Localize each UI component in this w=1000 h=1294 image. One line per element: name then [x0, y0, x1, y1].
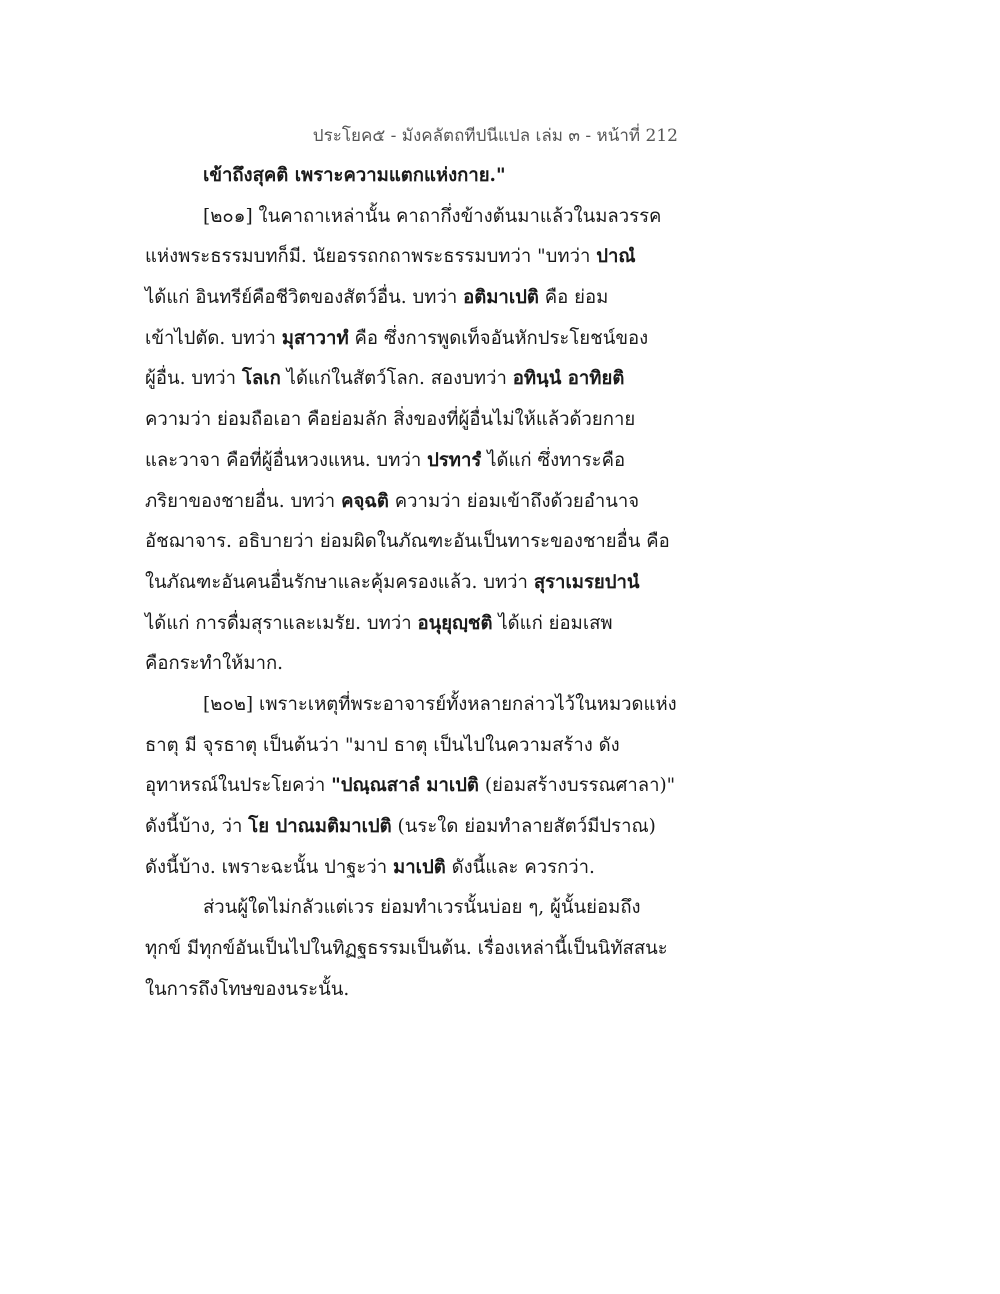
text-line	[145, 970, 705, 1011]
text-line	[145, 685, 705, 726]
text-line	[145, 278, 705, 319]
text-line	[145, 848, 705, 889]
text-line	[145, 929, 705, 970]
bold-term: โย ปาณมติมาเปติ	[248, 816, 392, 837]
text-segment: [๒๐๑] ในคาถาเหล่านั้น คาถากึ่งข้างต้นมาแล้วในมลวรรค	[203, 205, 662, 227]
text-line	[145, 359, 705, 400]
text-line	[145, 441, 705, 482]
bold-term: "ปณฺณสาลํ มาเปติ	[331, 775, 479, 797]
bold-term: ปาณํ	[596, 246, 636, 268]
text-segment: คือ ย่อม	[538, 287, 609, 309]
text-line	[145, 400, 705, 441]
text-segment: ผู้อื่น. บทว่า	[145, 368, 242, 390]
text-segment: ได้แก่ในสัตว์โลก. สองบทว่า	[280, 368, 513, 390]
text-segment: ได้แก่ ซึ่งทาระคือ	[481, 449, 626, 471]
bold-term: อนุยุญฺชติ	[417, 612, 493, 634]
text-line	[145, 888, 705, 929]
text-segment: ดังนี้บ้าง. เพราะฉะนั้น ปาฐะว่า	[145, 856, 394, 878]
text-segment: ภริยาของชายอื่น. บทว่า	[145, 490, 342, 512]
bold-term: มาเปติ	[393, 856, 446, 878]
text-segment: ในการถึงโทษของนระนั้น.	[145, 978, 350, 1000]
text-line	[145, 604, 705, 645]
text-segment: ธาตุ มี จุรธาตุ เป็นต้นว่า "มาป ธาตุ เป็นไปในความสร้าง ดัง	[145, 734, 620, 756]
bold-term: โลเก	[241, 368, 281, 390]
text-line	[145, 726, 705, 767]
text-segment: ได้แก่ การดื่มสุราและเมรัย. บทว่า	[145, 612, 418, 634]
text-line	[145, 522, 705, 563]
bold-term: อทินฺนํ อาทิยติ	[512, 368, 625, 390]
text-line	[145, 807, 705, 848]
bold-term: มุสาวาทํ	[281, 327, 349, 349]
text-segment: ในภัณฑะอันคนอื่นรักษาและคุ้มครองแล้ว. บทว่า	[145, 571, 534, 593]
text-line	[145, 644, 705, 685]
text-segment: ดังนี้และ ควรกว่า.	[445, 856, 595, 878]
text-segment: อัชฌาจาร. อธิบายว่า ย่อมผิดในภัณฑะอันเป็นทาระของชายอื่น คือ	[145, 531, 670, 553]
text-line	[145, 563, 705, 604]
body-text	[145, 156, 705, 1010]
text-segment: เข้าไปตัด. บทว่า	[145, 327, 282, 349]
text-segment: แห่งพระธรรมบทก็มี. นัยอรรถกถาพระธรรมบทว่า "บทว่า	[145, 246, 597, 268]
text-segment: ทุกข์ มีทุกข์อันเป็นไปในทิฏฐธรรมเป็นต้น. เรื่องเหล่านี้เป็นนิทัสสนะ	[145, 938, 668, 960]
text-line	[145, 237, 705, 278]
bold-term: ปรทารํ	[427, 449, 482, 471]
text-line	[145, 197, 705, 238]
text-segment: ส่วนผู้ใดไม่กลัวแต่เวร ย่อมทำเวรนั้นบ่อย ๆ, ผู้นั้นย่อมถึง	[203, 897, 641, 919]
bold-term: คจฺฉติ	[341, 490, 389, 512]
text-segment: (ย่อมสร้างบรรณศาลา)"	[478, 775, 676, 797]
text-segment: [๒๐๒] เพราะเหตุที่พระอาจารย์ทั้งหลายกล่าวไว้ในหมวดแห่ง	[203, 693, 677, 715]
bold-term: เข้าถึงสุคติ เพราะความแตกแห่งกาย."	[203, 165, 506, 186]
text-segment: ได้แก่ อินทรีย์คือชีวิตของสัตว์อื่น. บทว่า	[145, 287, 464, 309]
text-line	[145, 766, 705, 807]
page-header: ประโยค๕ - มังคลัตถทีปนีแปล เล่ม ๓ - หน้าที่ 212	[312, 126, 678, 146]
text-segment: คือกระทำให้มาก.	[145, 653, 284, 675]
text-segment: ความว่า ย่อมถือเอา คือย่อมลัก สิ่งของที่ผู้อื่นไม่ให้แล้วด้วยกาย	[145, 409, 636, 431]
text-line	[145, 319, 705, 360]
bold-term: สุราเมรยปานํ	[533, 571, 640, 593]
bold-term: อติมาเปติ	[463, 287, 539, 309]
text-line	[145, 156, 705, 197]
text-segment: และวาจา คือที่ผู้อื่นหวงแหน. บทว่า	[145, 449, 428, 471]
text-segment: ได้แก่ ย่อมเสพ	[492, 612, 613, 634]
text-line	[145, 482, 705, 523]
text-segment: ความว่า ย่อมเข้าถึงด้วยอำนาจ	[388, 490, 640, 512]
text-segment: อุทาหรณ์ในประโยคว่า	[145, 775, 332, 797]
text-segment: (นระใด ย่อมทำลายสัตว์มีปราณ)	[391, 816, 656, 837]
text-segment: ดังนี้บ้าง, ว่า	[145, 816, 249, 837]
text-segment: คือ ซึ่งการพูดเท็จอันหักประโยชน์ของ	[348, 327, 649, 349]
